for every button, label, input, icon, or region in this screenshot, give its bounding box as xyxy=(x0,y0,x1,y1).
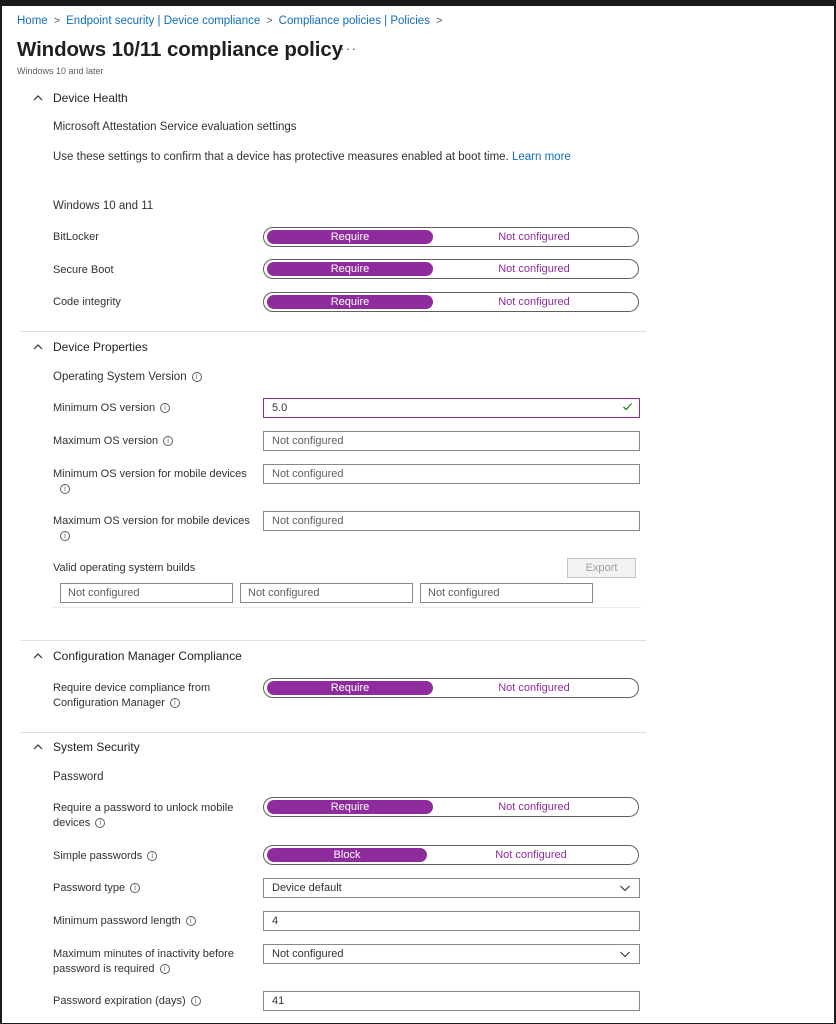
bitlocker-label: BitLocker xyxy=(53,231,99,243)
min-os-value: 5.0 xyxy=(272,402,288,414)
os-version-heading xyxy=(53,371,202,383)
password-type-dropdown[interactable] xyxy=(263,878,640,898)
info-icon[interactable]: i xyxy=(160,964,170,974)
min-mobile-os-label-text: Minimum OS version for mobile devices xyxy=(53,468,247,480)
checkmark-icon xyxy=(622,401,633,415)
require-password-label-text: Require a password to unlock mobile devices xyxy=(53,802,234,829)
min-os-input[interactable] xyxy=(263,398,640,418)
page-title: Windows 10/11 compliance policy xyxy=(17,38,343,61)
max-os-label xyxy=(53,434,258,449)
password-type-label-text: Password type xyxy=(53,882,126,894)
config-manager-require-option[interactable]: Require xyxy=(267,681,433,695)
code-integrity-toggle[interactable] xyxy=(263,292,639,312)
secure-boot-toggle[interactable] xyxy=(263,259,639,279)
require-password-not-configured-option[interactable]: Not configured xyxy=(498,801,570,813)
bitlocker-require-option[interactable]: Require xyxy=(267,230,433,244)
attestation-heading: Microsoft Attestation Service evaluation settings xyxy=(53,121,297,133)
section-system-security-header[interactable] xyxy=(33,740,140,754)
chevron-down-icon xyxy=(619,882,631,894)
chevron-right-icon: > xyxy=(266,15,273,27)
divider xyxy=(21,640,646,641)
simple-passwords-toggle[interactable] xyxy=(263,845,639,865)
section-title: Device Health xyxy=(53,91,128,105)
build-input-1[interactable]: Not configured xyxy=(60,583,233,603)
password-expiration-label xyxy=(53,994,258,1009)
secure-boot-require-option[interactable]: Require xyxy=(267,262,433,276)
inactivity-label xyxy=(53,947,248,977)
simple-passwords-label-text: Simple passwords xyxy=(53,850,143,862)
valid-builds-label: Valid operating system builds xyxy=(53,562,196,574)
export-button[interactable]: Export xyxy=(567,558,636,578)
simple-passwords-not-configured-option[interactable]: Not configured xyxy=(495,849,567,861)
simple-passwords-label xyxy=(53,849,258,864)
section-title: System Security xyxy=(53,740,140,754)
max-os-label-text: Maximum OS version xyxy=(53,435,159,447)
secure-boot-not-configured-option[interactable]: Not configured xyxy=(498,263,570,275)
chevron-up-icon xyxy=(33,651,53,662)
password-type-value: Device default xyxy=(272,882,342,894)
bitlocker-toggle[interactable] xyxy=(263,227,639,247)
breadcrumb-compliance-policies[interactable]: Compliance policies | Policies xyxy=(278,15,430,27)
min-mobile-os-input[interactable]: Not configured xyxy=(263,464,640,484)
require-password-toggle[interactable] xyxy=(263,797,639,817)
simple-passwords-block-option[interactable]: Block xyxy=(267,848,427,862)
inactivity-value: Not configured xyxy=(272,948,344,960)
attestation-description xyxy=(53,151,571,163)
info-icon[interactable]: i xyxy=(186,916,196,926)
breadcrumb xyxy=(17,15,442,27)
divider xyxy=(21,331,646,332)
section-title: Device Properties xyxy=(53,340,148,354)
require-password-label xyxy=(53,801,243,831)
more-options-button[interactable]: ··· xyxy=(340,40,357,56)
info-icon[interactable]: i xyxy=(60,531,70,541)
info-icon[interactable]: i xyxy=(160,403,170,413)
info-icon[interactable]: i xyxy=(95,818,105,828)
breadcrumb-home[interactable]: Home xyxy=(17,15,48,27)
build-input-2[interactable]: Not configured xyxy=(240,583,413,603)
learn-more-link[interactable]: Learn more xyxy=(511,151,571,163)
require-password-require-option[interactable]: Require xyxy=(267,800,433,814)
password-expiration-input[interactable]: 41 xyxy=(263,991,640,1011)
section-device-properties-header[interactable] xyxy=(33,340,148,354)
info-icon[interactable]: i xyxy=(60,484,70,494)
code-integrity-require-option[interactable]: Require xyxy=(267,295,433,309)
section-config-manager-header[interactable] xyxy=(33,649,242,663)
min-password-length-label xyxy=(53,914,258,929)
chevron-up-icon xyxy=(33,742,53,753)
chevron-up-icon xyxy=(33,342,53,353)
inactivity-label-text: Maximum minutes of inactivity before password is required xyxy=(53,948,234,975)
info-icon[interactable]: i xyxy=(130,883,140,893)
min-os-label-text: Minimum OS version xyxy=(53,402,156,414)
build-input-3[interactable]: Not configured xyxy=(420,583,593,603)
description-text: Use these settings to confirm that a device has protective measures enabled at boot time. xyxy=(53,151,509,163)
code-integrity-label: Code integrity xyxy=(53,296,121,308)
divider xyxy=(21,732,646,733)
config-manager-label-text: Require device compliance from Configuration Manager xyxy=(53,682,211,709)
section-device-health-header[interactable] xyxy=(33,91,128,105)
chevron-right-icon: > xyxy=(53,15,61,27)
chevron-right-icon: > xyxy=(435,15,443,27)
bitlocker-not-configured-option[interactable]: Not configured xyxy=(498,231,570,243)
section-title: Configuration Manager Compliance xyxy=(53,649,242,663)
chevron-up-icon xyxy=(33,93,53,104)
chevron-down-icon xyxy=(619,948,631,960)
config-manager-not-configured-option[interactable]: Not configured xyxy=(498,682,570,694)
password-heading: Password xyxy=(53,771,104,783)
min-os-label xyxy=(53,401,258,416)
os-version-heading-text: Operating System Version xyxy=(53,371,187,383)
max-mobile-os-label-text: Maximum OS version for mobile devices xyxy=(53,515,250,527)
max-mobile-os-label xyxy=(53,514,258,544)
code-integrity-not-configured-option[interactable]: Not configured xyxy=(498,296,570,308)
info-icon[interactable]: i xyxy=(191,996,201,1006)
password-type-label xyxy=(53,881,258,896)
password-expiration-label-text: Password expiration (days) xyxy=(53,995,186,1007)
divider xyxy=(53,607,641,608)
info-icon[interactable]: i xyxy=(163,436,173,446)
max-mobile-os-input[interactable]: Not configured xyxy=(263,511,640,531)
inactivity-dropdown[interactable] xyxy=(263,944,640,964)
info-icon[interactable]: i xyxy=(170,698,180,708)
min-password-length-input[interactable]: 4 xyxy=(263,911,640,931)
page-subtitle: Windows 10 and later xyxy=(17,66,104,76)
windows-group-heading: Windows 10 and 11 xyxy=(53,200,154,212)
breadcrumb-device-compliance[interactable]: Endpoint security | Device compliance xyxy=(66,15,261,27)
config-manager-label xyxy=(53,681,233,711)
info-icon[interactable]: i xyxy=(192,372,202,382)
secure-boot-label: Secure Boot xyxy=(53,264,114,276)
config-manager-toggle[interactable] xyxy=(263,678,639,698)
min-mobile-os-label xyxy=(53,467,258,497)
max-os-input[interactable]: Not configured xyxy=(263,431,640,451)
min-password-length-label-text: Minimum password length xyxy=(53,915,181,927)
info-icon[interactable]: i xyxy=(147,851,157,861)
